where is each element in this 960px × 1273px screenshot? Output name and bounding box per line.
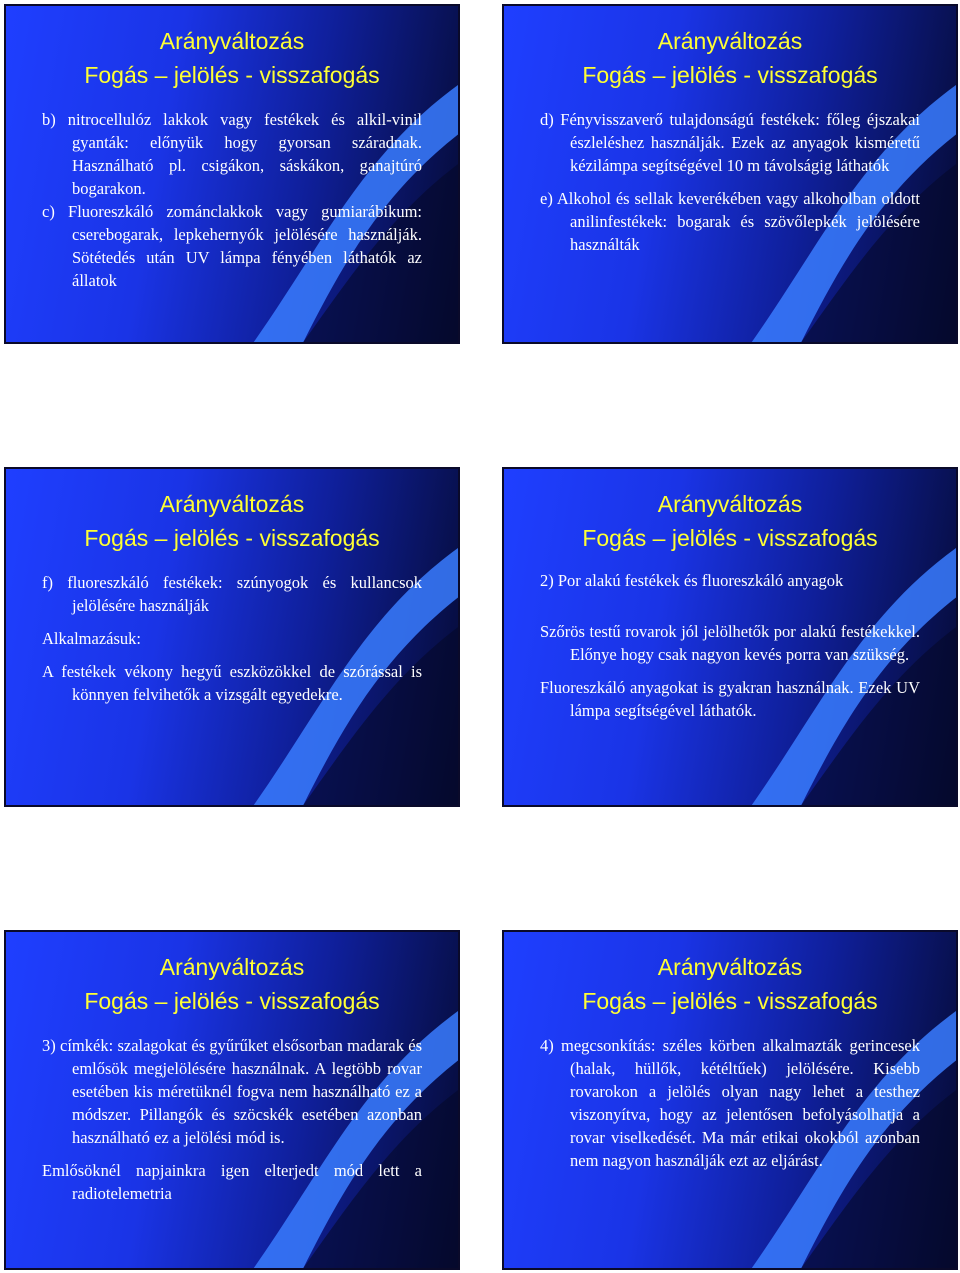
slide-title xyxy=(504,487,956,555)
paragraph: e) Alkohol és sellak keverékében vagy alkoholban oldott anilinfestékek: bogarak és szövőlepkék jelölésére használták xyxy=(540,189,920,254)
title-line-2: Fogás – jelölés - visszafogás xyxy=(582,62,878,88)
paragraph: Alkalmazásuk: xyxy=(42,629,141,648)
paragraph: c) Fluoreszkáló zománclakkok vagy gumiarábikum: cserebogarak, lepkehernyók jelölésére használják. Sötétedés után UV lámpa fényében láthatók az állatok xyxy=(42,202,422,290)
slide-5 xyxy=(4,930,460,1270)
title-line-2: Fogás – jelölés - visszafogás xyxy=(582,525,878,551)
slide-1 xyxy=(4,4,460,344)
paragraph: A festékek vékony hegyű eszközökkel de szórással is könnyen felvihetők a vizsgált egyedekre. xyxy=(42,662,422,704)
slide-2 xyxy=(502,4,958,344)
paragraph: Szőrös testű rovarok jól jelölhetők por alakú festékekkel. Előnye hogy csak nagyon kevés porra van szükség. xyxy=(540,622,920,664)
paragraph: 4) megcsonkítás: széles körben alkalmazták gerincesek (halak, hüllők, kétéltűek) jelölésére. Kisebb rovarokon a jelölés olyan nagy lehet a testhez viszonyítva, hogy az jelentősen befolyásolhatja a rovar viselkedését. Ma már etikai okokból azonban nem nagyon használják ezt az eljárást. xyxy=(540,1036,920,1170)
paragraph: 2) Por alakú festékek és fluoreszkáló anyagok xyxy=(540,571,844,590)
slide-title xyxy=(6,950,458,1018)
slide-body xyxy=(42,571,422,706)
title-line-1: Arányváltozás xyxy=(159,28,305,54)
paragraph: Fluoreszkáló anyagokat is gyakran használnak. Ezek UV lámpa segítségével láthatók. xyxy=(540,678,920,720)
slide-body xyxy=(540,108,920,256)
slide-body xyxy=(540,1034,920,1172)
slide-body xyxy=(42,108,422,292)
slide-title xyxy=(504,24,956,92)
paragraph: 3) címkék: szalagokat és gyűrűket elsősorban madarak és emlősök megjelölésére használnak. A legtöbb rovar esetében kis méretüknél fogva nem használható ez a módszer. Pillangók és szöcskék esetében azonban használható ez a jelölési mód is. xyxy=(42,1036,422,1147)
title-line-1: Arányváltozás xyxy=(657,954,803,980)
slide-title xyxy=(6,24,458,92)
slide-body xyxy=(540,569,920,722)
slide-4 xyxy=(502,467,958,807)
title-line-2: Fogás – jelölés - visszafogás xyxy=(84,988,380,1014)
title-line-2: Fogás – jelölés - visszafogás xyxy=(582,988,878,1014)
slide-title xyxy=(504,950,956,1018)
paragraph: Emlősöknél napjainkra igen elterjedt mód lett a radiotelemetria xyxy=(42,1161,422,1203)
slide-3 xyxy=(4,467,460,807)
title-line-1: Arányváltozás xyxy=(657,28,803,54)
title-line-2: Fogás – jelölés - visszafogás xyxy=(84,62,380,88)
paragraph: b) nitrocellulóz lakkok vagy festékek és alkil-vinil gyanták: előnyük hogy gyorsan száradnak. Használható pl. csigákon, sáskákon, ganajtúró bogarakon. xyxy=(42,110,422,198)
slide-6 xyxy=(502,930,958,1270)
title-line-1: Arányváltozás xyxy=(159,954,305,980)
title-line-2: Fogás – jelölés - visszafogás xyxy=(84,525,380,551)
paragraph: f) fluoreszkáló festékek: szúnyogok és kullancsok jelölésére használják xyxy=(42,573,422,615)
paragraph: d) Fényvisszaverő tulajdonságú festékek: főleg éjszakai észleléshez használják. Ezek az anyagok kisméretű kézilámpa segítségével 10 m távolságig láthatók xyxy=(540,110,920,175)
slide-title xyxy=(6,487,458,555)
title-line-1: Arányváltozás xyxy=(657,491,803,517)
title-line-1: Arányváltozás xyxy=(159,491,305,517)
slide-body xyxy=(42,1034,422,1205)
